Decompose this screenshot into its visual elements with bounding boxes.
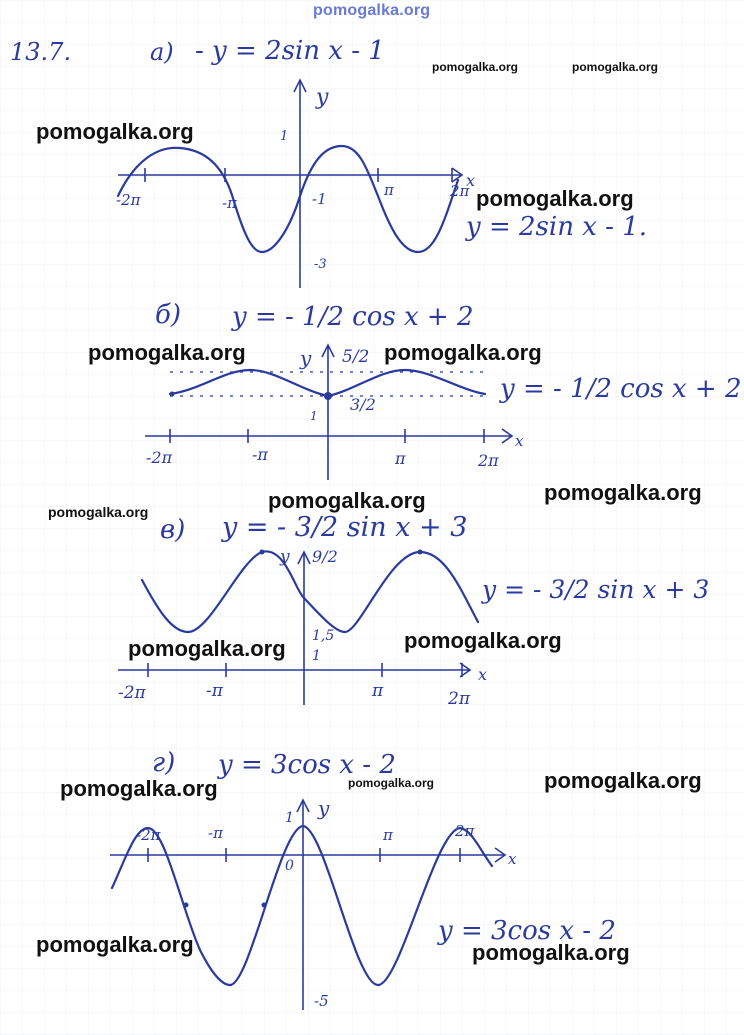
part-b-heading: y = - 1/2 cos x + 2 xyxy=(232,302,474,332)
part-a-side-formula: y = 2sin x - 1. xyxy=(466,212,647,242)
part-c-tick-label-left: -2π xyxy=(118,683,146,703)
part-a-tick-label-neg: -π xyxy=(222,194,237,212)
part-a-tick-label-minus-three: -3 xyxy=(314,257,327,272)
watermark-15: pomogalka.org xyxy=(36,932,194,957)
part-a-tick-label-left: -2π xyxy=(116,191,141,209)
watermark-12: pomogalka.org xyxy=(544,768,702,793)
part-c-side-formula: y = - 3/2 sin x + 3 xyxy=(482,575,710,604)
watermark-9: pomogalka.org xyxy=(48,504,149,520)
part-d-curve xyxy=(112,826,492,985)
part-b-x-label: x xyxy=(515,432,524,450)
watermark-2: pomogalka.org xyxy=(572,60,659,74)
part-b-tick-label-right: 2π xyxy=(478,451,499,470)
part-d-heading: y = 3cos x - 2 xyxy=(218,750,396,780)
watermark-7: pomogalka.org xyxy=(544,480,702,505)
part-a-tick-label-right: 2π xyxy=(450,182,470,200)
part-d-x-label: x xyxy=(508,850,517,868)
part-b-y-label: y xyxy=(300,346,312,370)
part-c-x-label: x xyxy=(478,665,488,684)
part-a-x-label: x xyxy=(466,171,476,190)
part-c-tick-label-top: 9/2 xyxy=(312,547,338,566)
watermark-1: pomogalka.org xyxy=(432,60,519,74)
part-a-heading: - y = 2sin x - 1 xyxy=(195,36,385,66)
part-c-tick-label-neg: -π xyxy=(206,681,223,701)
part-d-origin-label: 0 xyxy=(285,858,294,874)
part-d-tick-label-one: 1 xyxy=(285,810,294,826)
part-b-side-formula: y = - 1/2 cos x + 2 xyxy=(500,374,742,404)
part-b-tick-label-left: -2π xyxy=(146,448,173,467)
watermark-14: pomogalka.org xyxy=(60,776,218,801)
part-b-tick-label-neg: -π xyxy=(252,445,268,464)
part-d-y-label: y xyxy=(318,796,330,820)
watermark-16: pomogalka.org xyxy=(472,940,630,965)
part-a-tick-label-one: 1 xyxy=(280,129,289,144)
watermark-8: pomogalka.org xyxy=(268,488,426,513)
watermark-13: pomogalka.org xyxy=(348,776,435,790)
part-c-tick-label-one: 1 xyxy=(312,648,321,664)
part-d-point-a xyxy=(184,903,189,908)
part-d-tick-label-left: -2π xyxy=(136,826,161,844)
part-c-y-label: y xyxy=(280,547,290,567)
watermark-4: pomogalka.org xyxy=(476,186,634,211)
watermark-6: pomogalka.org xyxy=(384,340,542,365)
part-b-tick-label-one: 1 xyxy=(310,409,318,423)
part-d-tick-label-right: 2π xyxy=(455,822,475,840)
part-b-tick-label-mid: 3/2 xyxy=(350,395,376,414)
part-b-tick-label-top: 5/2 xyxy=(342,347,370,367)
watermark-3: pomogalka.org xyxy=(36,119,194,144)
part-b-label: б) xyxy=(155,300,182,330)
site-header: pomogalka.org xyxy=(313,2,431,19)
part-d-label: г) xyxy=(152,748,176,778)
part-c-label: в) xyxy=(160,515,186,545)
part-a-label: а) xyxy=(150,38,174,66)
part-a-tick-label-minus-one: -1 xyxy=(312,190,327,208)
part-c-heading: y = - 3/2 sin x + 3 xyxy=(222,512,468,543)
watermark-10: pomogalka.org xyxy=(404,628,562,653)
part-a-tick-label-pos: π xyxy=(384,181,394,199)
part-c-tick-label-pos: π xyxy=(372,681,384,701)
part-d-side-formula: y = 3cos x - 2 xyxy=(438,916,616,946)
part-d-tick-label-pos: π xyxy=(383,826,393,844)
part-a-y-label: y xyxy=(316,85,329,110)
part-d-tick-label-neg: -π xyxy=(208,824,223,842)
part-d-point-b xyxy=(262,903,267,908)
problem-number: 13.7. xyxy=(10,38,72,66)
part-d-tick-label-minus-five: -5 xyxy=(314,992,329,1010)
watermark-11: pomogalka.org xyxy=(128,636,286,661)
part-c-tick-label-right: 2π xyxy=(448,689,470,709)
part-c-tick-label-low: 1,5 xyxy=(312,628,335,644)
part-b-tick-label-pos: π xyxy=(395,449,406,468)
watermark-5: pomogalka.org xyxy=(88,340,246,365)
